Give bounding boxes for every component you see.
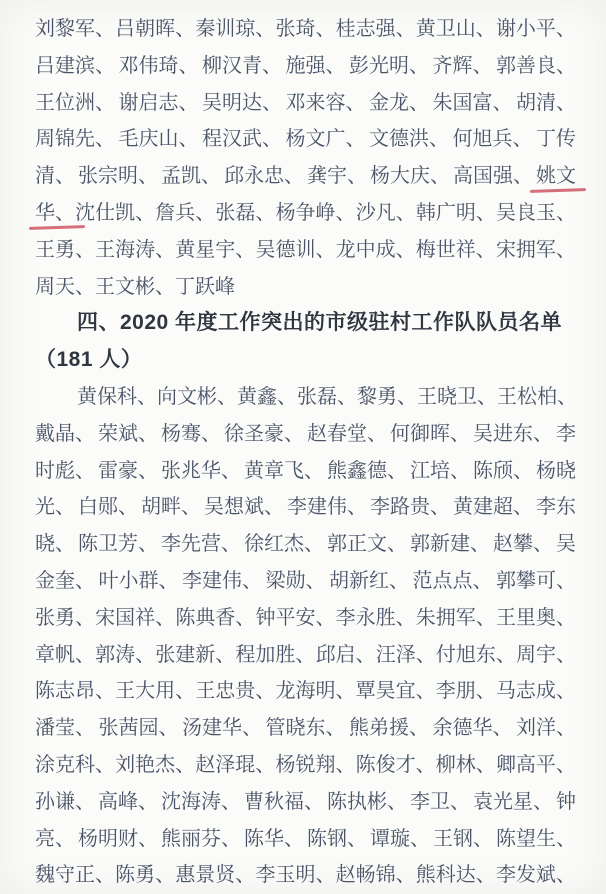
name-segment: 张勇、 <box>35 606 95 629</box>
name-segment: 黄章飞、 <box>244 459 324 482</box>
name-segment: 晓、 <box>35 533 75 556</box>
name-segment: 秦训琼、 <box>195 18 276 40</box>
name-segment: 亮、 <box>35 827 75 850</box>
name-segment: 王里奥、 <box>495 606 576 629</box>
name-segment: 向文彬、 <box>157 385 237 408</box>
name-segment: 施强、 <box>285 54 346 77</box>
name-segment: 张宗明、 <box>78 165 158 188</box>
name-list-line <box>35 453 576 490</box>
name-segment: 吕朝晖、 <box>115 18 196 40</box>
name-segment: 余德华、 <box>432 717 513 740</box>
name-segment: 梅世祥、 <box>415 238 496 261</box>
name-segment: 刘艳杰、 <box>115 753 196 776</box>
name-segment: 张兆华、 <box>161 459 241 482</box>
name-list-line <box>35 416 576 453</box>
name-segment: 李路贵、 <box>370 496 450 519</box>
name-segment: 王位洲、 <box>35 91 115 114</box>
name-segment: 张磊、 <box>215 201 276 224</box>
name-segment: 龚宇、 <box>307 165 367 188</box>
name-segment: 熊科达、 <box>415 864 496 887</box>
name-segment: 何旭兵、 <box>452 128 533 151</box>
name-segment: 张建新、 <box>155 643 236 666</box>
name-segment: 胡新红、 <box>329 569 409 592</box>
name-segment: 钟 <box>556 790 576 813</box>
section-heading-count: （181 人） <box>35 348 143 372</box>
name-segment: 陈钢、 <box>307 827 367 850</box>
name-list-line <box>35 195 576 232</box>
name-segment: 沈仕凯、 <box>75 201 156 224</box>
name-segment: 丁跃峰 <box>175 275 235 298</box>
name-segment: 光、 <box>35 496 75 519</box>
name-segment: 潘莹、 <box>35 717 95 740</box>
name-segment: 邓伟琦、 <box>118 54 199 77</box>
name-segment: 沙凡、 <box>355 201 416 224</box>
name-segment: 梁勋、 <box>265 569 326 592</box>
name-segment: 涂克科、 <box>35 753 115 776</box>
name-segment: 朱国富、 <box>432 91 513 114</box>
name-segment: 王钢、 <box>433 827 493 850</box>
name-segment: 朱拥军、 <box>415 606 496 629</box>
name-segment: 黄保科、 <box>77 385 157 408</box>
name-segment: 金奎、 <box>35 569 95 592</box>
name-segment: 孙谦、 <box>35 790 95 813</box>
name-list-line <box>35 11 576 48</box>
name-segment: 叶小群、 <box>98 569 179 592</box>
name-segment: 吴 <box>556 533 576 556</box>
name-segment: 汤建华、 <box>182 717 262 740</box>
name-segment: 程汉武、 <box>202 128 282 151</box>
name-segment: 谢启志、 <box>118 91 199 114</box>
name-segment: 丁传 <box>536 128 576 151</box>
name-segment: 邱启、 <box>315 643 376 666</box>
name-segment: 吕建滨、 <box>35 54 115 77</box>
name-list-line <box>35 637 576 674</box>
name-segment: 文德洪、 <box>369 128 449 151</box>
name-segment: 沈海涛、 <box>161 790 241 813</box>
section-heading: 四、2020 年度工作突出的市级驻村工作队队员名单 <box>77 311 563 335</box>
name-segment: 吴明达、 <box>202 91 282 114</box>
name-list-line <box>35 158 576 195</box>
name-segment: 白郧、 <box>78 496 138 519</box>
name-segment: 胡畔、 <box>141 496 201 519</box>
name-segment: 管晓东、 <box>265 717 346 740</box>
name-segment: 齐辉、 <box>432 54 493 77</box>
name-segment: 赵泽琨、 <box>195 753 276 776</box>
name-segment: 邱永忠、 <box>224 165 304 188</box>
name-segment: 杨文广、 <box>285 128 366 151</box>
name-segment: 吴进东、 <box>473 422 553 445</box>
name-segment: 章帆、 <box>35 643 95 666</box>
name-segment: 高峰、 <box>98 790 158 813</box>
name-segment: 彭光明、 <box>349 54 429 77</box>
name-segment: 陈颀、 <box>473 459 533 482</box>
name-segment: 张琦、 <box>275 18 336 40</box>
name-segment: 李永胜、 <box>335 606 416 629</box>
name-segment: 杨锐翔、 <box>275 753 356 776</box>
name-segment: 徐红杰、 <box>244 533 324 556</box>
name-segment: 杨争峥、 <box>275 201 356 224</box>
name-segment: 孟凯、 <box>161 165 221 188</box>
name-segment: 江培、 <box>410 459 470 482</box>
name-segment: 李 <box>556 422 576 445</box>
name-segment: 李发斌、 <box>495 864 576 887</box>
name-segment: 陈志昂、 <box>35 680 115 703</box>
name-segment: 李建伟、 <box>182 569 262 592</box>
name-segment: 郭善良、 <box>496 54 576 77</box>
name-segment: 韩广明、 <box>415 201 496 224</box>
name-segment: 覃昊宜、 <box>355 680 436 703</box>
name-segment: 宋拥军、 <box>495 238 576 261</box>
name-segment: 宋国祥、 <box>95 606 176 629</box>
name-segment: 赵攀、 <box>493 533 553 556</box>
name-segment: 柳汉青、 <box>202 54 282 77</box>
name-segment: 刘洋、 <box>516 717 576 740</box>
name-segment: 张茜园、 <box>98 717 179 740</box>
name-segment: 徐圣豪、 <box>224 422 304 445</box>
name-segment: 黄鑫、 <box>237 385 297 408</box>
name-segment: 陈卫芳、 <box>78 533 158 556</box>
name-segment: 黎勇、 <box>357 385 417 408</box>
name-segment: 钟平安、 <box>255 606 336 629</box>
name-list-continuation <box>35 11 576 305</box>
name-segment: 杨骞、 <box>161 422 221 445</box>
name-segment: 黄卫山、 <box>415 18 496 40</box>
name-list-line <box>35 600 576 637</box>
name-segment: 杨明财、 <box>78 827 158 850</box>
name-segment: 李朋、 <box>435 680 496 703</box>
name-segment: 卿高平、 <box>495 753 576 776</box>
name-segment: 赵春堂、 <box>307 422 387 445</box>
name-segment: 李建伟、 <box>287 496 367 519</box>
name-segment: 杨晓 <box>536 459 576 482</box>
name-segment: 范点点、 <box>412 569 493 592</box>
name-list-line <box>35 379 576 416</box>
name-segment: 汪泽、 <box>375 643 436 666</box>
name-segment: 龙中成、 <box>335 238 416 261</box>
name-list-line <box>35 48 576 85</box>
name-segment: 马志成、 <box>495 680 576 703</box>
name-segment: 戴晶、 <box>35 422 95 445</box>
name-list-award-members <box>35 379 576 894</box>
name-list-line <box>35 747 576 784</box>
name-segment: 陈典香、 <box>175 606 256 629</box>
name-segment: 谭璇、 <box>370 827 430 850</box>
name-segment: 王忠贵、 <box>195 680 276 703</box>
name-segment: 詹兵、 <box>155 201 216 224</box>
name-segment: 惠景贤、 <box>175 864 256 887</box>
name-segment: 清、 <box>35 165 75 188</box>
name-segment: 杨大庆、 <box>370 165 450 188</box>
name-segment: 郭新建、 <box>410 533 490 556</box>
name-list-line <box>35 85 576 122</box>
name-segment: 谢小平、 <box>495 18 576 40</box>
name-list-line <box>35 121 576 158</box>
name-segment: 张磊、 <box>297 385 357 408</box>
name-segment: 何御晖、 <box>390 422 470 445</box>
name-list-line <box>35 489 576 526</box>
name-segment: 曹秋福、 <box>244 790 324 813</box>
name-segment: 毛庆山、 <box>118 128 199 151</box>
name-segment: 周天、 <box>35 275 95 298</box>
name-segment: 柳林、 <box>435 753 496 776</box>
name-list-line <box>35 526 576 563</box>
name-segment: 周锦先、 <box>35 128 115 151</box>
name-segment: 王海涛、 <box>95 238 176 261</box>
name-segment: 刘黎军、 <box>35 18 115 40</box>
name-segment: 陈华、 <box>244 827 304 850</box>
name-segment: 李先营、 <box>161 533 241 556</box>
name-segment: 魏守正、 <box>35 864 115 887</box>
name-segment: 时彪、 <box>35 459 95 482</box>
name-segment: 王松柏、 <box>497 385 577 408</box>
name-segment-red-underlined: 姚文 <box>536 158 576 195</box>
name-segment: 赵畅锦、 <box>335 864 416 887</box>
name-segment: 陈勇、 <box>115 864 176 887</box>
name-segment: 袁光星、 <box>473 790 553 813</box>
name-list-line <box>35 784 576 821</box>
name-segment: 黄星宇、 <box>175 238 256 261</box>
name-segment: 王勇、 <box>35 238 95 261</box>
name-segment: 程加胜、 <box>235 643 316 666</box>
name-segment: 黄建超、 <box>453 496 533 519</box>
name-list-line <box>35 232 576 269</box>
name-segment: 郭涛、 <box>95 643 156 666</box>
name-segment: 周宇、 <box>515 643 576 666</box>
name-segment: 吴良玉、 <box>495 201 576 224</box>
name-segment: 熊丽芬、 <box>161 827 241 850</box>
name-list-line <box>35 857 576 894</box>
name-segment-red-underlined: 华、 <box>35 195 75 232</box>
name-list-line <box>35 269 576 306</box>
name-segment: 李玉明、 <box>255 864 336 887</box>
name-segment: 王晓卫、 <box>417 385 497 408</box>
name-segment: 陈俊才、 <box>355 753 436 776</box>
name-segment: 郭正文、 <box>327 533 407 556</box>
name-segment: 金龙、 <box>369 91 429 114</box>
name-segment: 龙海明、 <box>275 680 356 703</box>
name-segment: 胡清、 <box>516 91 576 114</box>
name-segment: 王文彬、 <box>95 275 175 298</box>
name-list-line <box>35 821 576 858</box>
name-segment: 王大用、 <box>115 680 196 703</box>
name-segment: 郭攀可、 <box>496 569 576 592</box>
name-segment: 吴德训、 <box>255 238 336 261</box>
name-segment: 付旭东、 <box>435 643 516 666</box>
name-segment: 李卫、 <box>410 790 470 813</box>
name-segment: 陈望生、 <box>496 827 576 850</box>
name-segment: 桂志强、 <box>335 18 416 40</box>
name-segment: 荣斌、 <box>98 422 158 445</box>
name-list-line <box>35 673 576 710</box>
name-segment: 李东 <box>536 496 576 519</box>
name-segment: 雷豪、 <box>98 459 158 482</box>
name-segment: 熊鑫德、 <box>327 459 407 482</box>
name-segment: 熊弟援、 <box>349 717 429 740</box>
name-segment: 高国强、 <box>453 165 533 188</box>
name-segment: 邓来容、 <box>285 91 366 114</box>
name-segment: 陈执彬、 <box>327 790 407 813</box>
name-list-line <box>35 710 576 747</box>
name-list-line <box>35 563 576 600</box>
name-segment: 吴想斌、 <box>204 496 284 519</box>
